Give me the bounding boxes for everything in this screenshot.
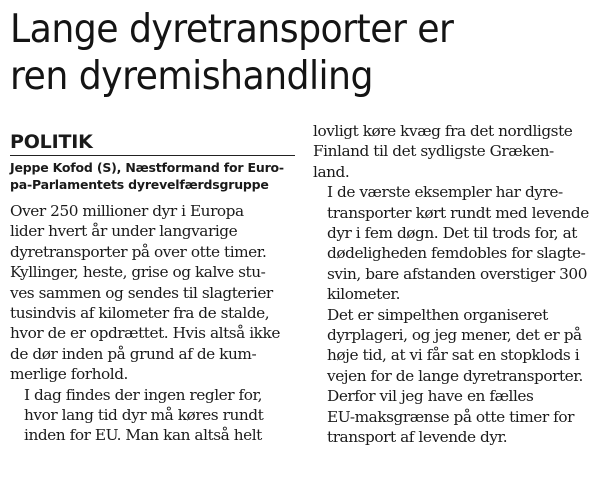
byline-line: pa-Parlamentets dyrevelfærdsgruppe (10, 177, 269, 192)
text-line: Finland til det sydligste Græken- (313, 142, 554, 161)
paragraph-opinion (313, 305, 603, 387)
text-line: svin, bare afstanden overstiger 300 (327, 264, 587, 283)
text-line: de dør inden på grund af de kum- (10, 344, 257, 363)
paragraph-intro (10, 201, 302, 385)
paragraph-rules (10, 385, 302, 446)
paragraph-rules-continued (313, 121, 603, 182)
text-line: hvor de er opdrættet. Hvis altså ikke (10, 324, 280, 343)
text-line: Det er simpelthen organiseret (327, 305, 548, 324)
text-line: I dag findes der ingen regler for, (24, 385, 263, 404)
headline-line: Lange dyretransporter er (10, 7, 454, 52)
text-line: EU-maksgrænse på otte timer for (327, 407, 575, 426)
text-line: lovligt køre kvæg fra det nordligste (313, 122, 573, 140)
text-line: tusindvis af kilometer fra de stalde, (10, 304, 270, 323)
byline-line: Jeppe Kofod (S), Næstformand for Euro- (10, 160, 284, 175)
section-divider (10, 155, 295, 156)
text-line: dyretransporter på over otte timer. (10, 242, 267, 261)
text-line: høje tid, at vi får sat en stopklods i (327, 346, 580, 365)
text-line: I de værste eksempler har dyre- (327, 183, 563, 202)
text-line: lider hvert år under langvarige (10, 222, 238, 241)
text-line: land. (313, 162, 350, 181)
text-line: dyr i fem døgn. Det til trods for, at (327, 224, 577, 243)
text-line: hvor lang tid dyr må køres rundt (24, 406, 264, 425)
text-line: ves sammen og sendes til slagterier (10, 283, 273, 302)
text-line: dyrplageri, og jeg mener, det er på (327, 326, 582, 345)
text-line: Derfor vil jeg have en fælles (327, 387, 534, 406)
left-column (10, 131, 302, 446)
paragraph-examples (313, 182, 603, 304)
text-line: vejen for de lange dyretransporter. (327, 366, 583, 385)
text-line: merlige forhold. (10, 365, 128, 384)
byline (10, 159, 298, 193)
text-line: transport af levende dyr. (327, 428, 508, 447)
headline (10, 6, 563, 100)
text-line: transporter kørt rundt med levende (327, 203, 589, 222)
text-line: inden for EU. Man kan altså helt (24, 426, 262, 445)
text-line: kilometer. (327, 285, 401, 304)
text-line: dødeligheden femdobles for slagte- (327, 244, 586, 263)
section-label: POLITIK (10, 131, 93, 153)
headline-line: ren dyremishandling (10, 54, 373, 99)
text-line: Over 250 millioner dyr i Europa (10, 202, 244, 220)
paragraph-conclusion (313, 386, 603, 447)
text-line: Kyllinger, heste, grise og kalve stu- (10, 263, 266, 282)
right-column (313, 121, 603, 448)
